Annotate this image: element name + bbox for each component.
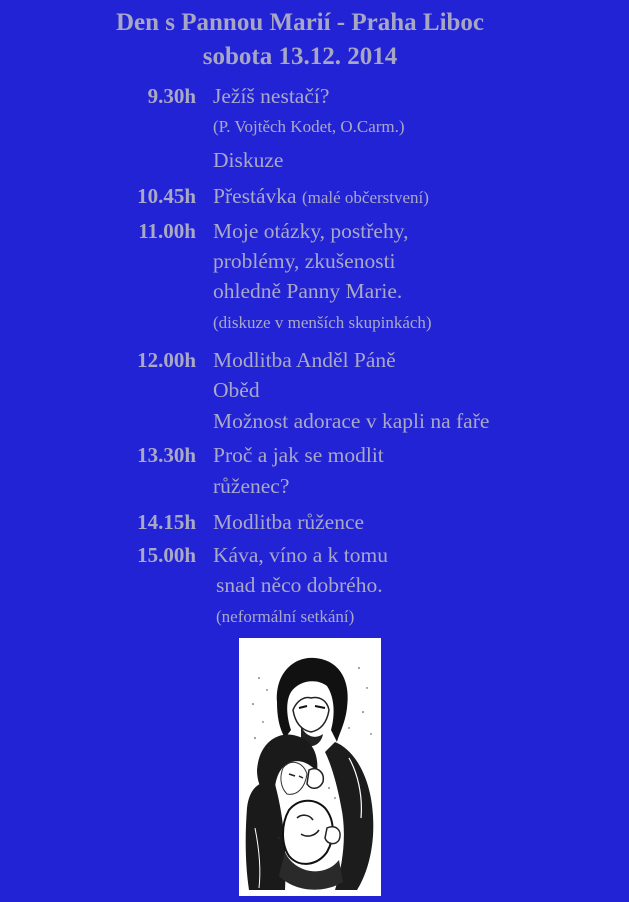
program-item [213,184,429,209]
program-item: snad něco dobrého. [216,573,383,597]
program-item: Ježíš nestačí? [213,84,330,108]
program-item: Modlitba Anděl Páně [213,348,396,372]
event-date: sobota 13.12. 2014 [202,43,398,70]
program-item: Káva, víno a k tomu [213,543,388,567]
program-item: Oběd [213,378,260,402]
program-note: (diskuze v menších skupinkách) [213,313,432,332]
time-label: 14.15h [137,510,196,534]
illustration-drawing [239,638,381,896]
time-label: 9.30h [147,84,196,108]
program-item: Možnost adorace v kapli na faře [213,409,490,433]
program-item: Modlitba růžence [213,510,365,534]
event-title: Den s Pannou Marií - Praha Liboc [115,9,485,36]
program-item-text: Přestávka [213,184,297,208]
time-label: 15.00h [137,543,196,567]
time-label: 10.45h [137,184,196,208]
time-label: 13.30h [137,443,196,467]
program-note: (P. Vojtěch Kodet, O.Carm.) [213,117,405,136]
program-item: Diskuze [213,148,284,172]
time-label: 12.00h [137,348,196,372]
holy-family-illustration [239,638,381,896]
program-item: Moje otázky, postřehy, [213,219,409,243]
program-item: ohledně Panny Marie. [213,279,403,303]
program-note: (neformální setkání) [216,607,355,626]
time-label: 11.00h [138,219,196,243]
program-item: růženec? [213,474,290,498]
program-item: Proč a jak se modlit [213,443,384,467]
program-note: (malé občerstvení) [301,188,429,207]
program-item: problémy, zkušenosti [213,249,396,273]
